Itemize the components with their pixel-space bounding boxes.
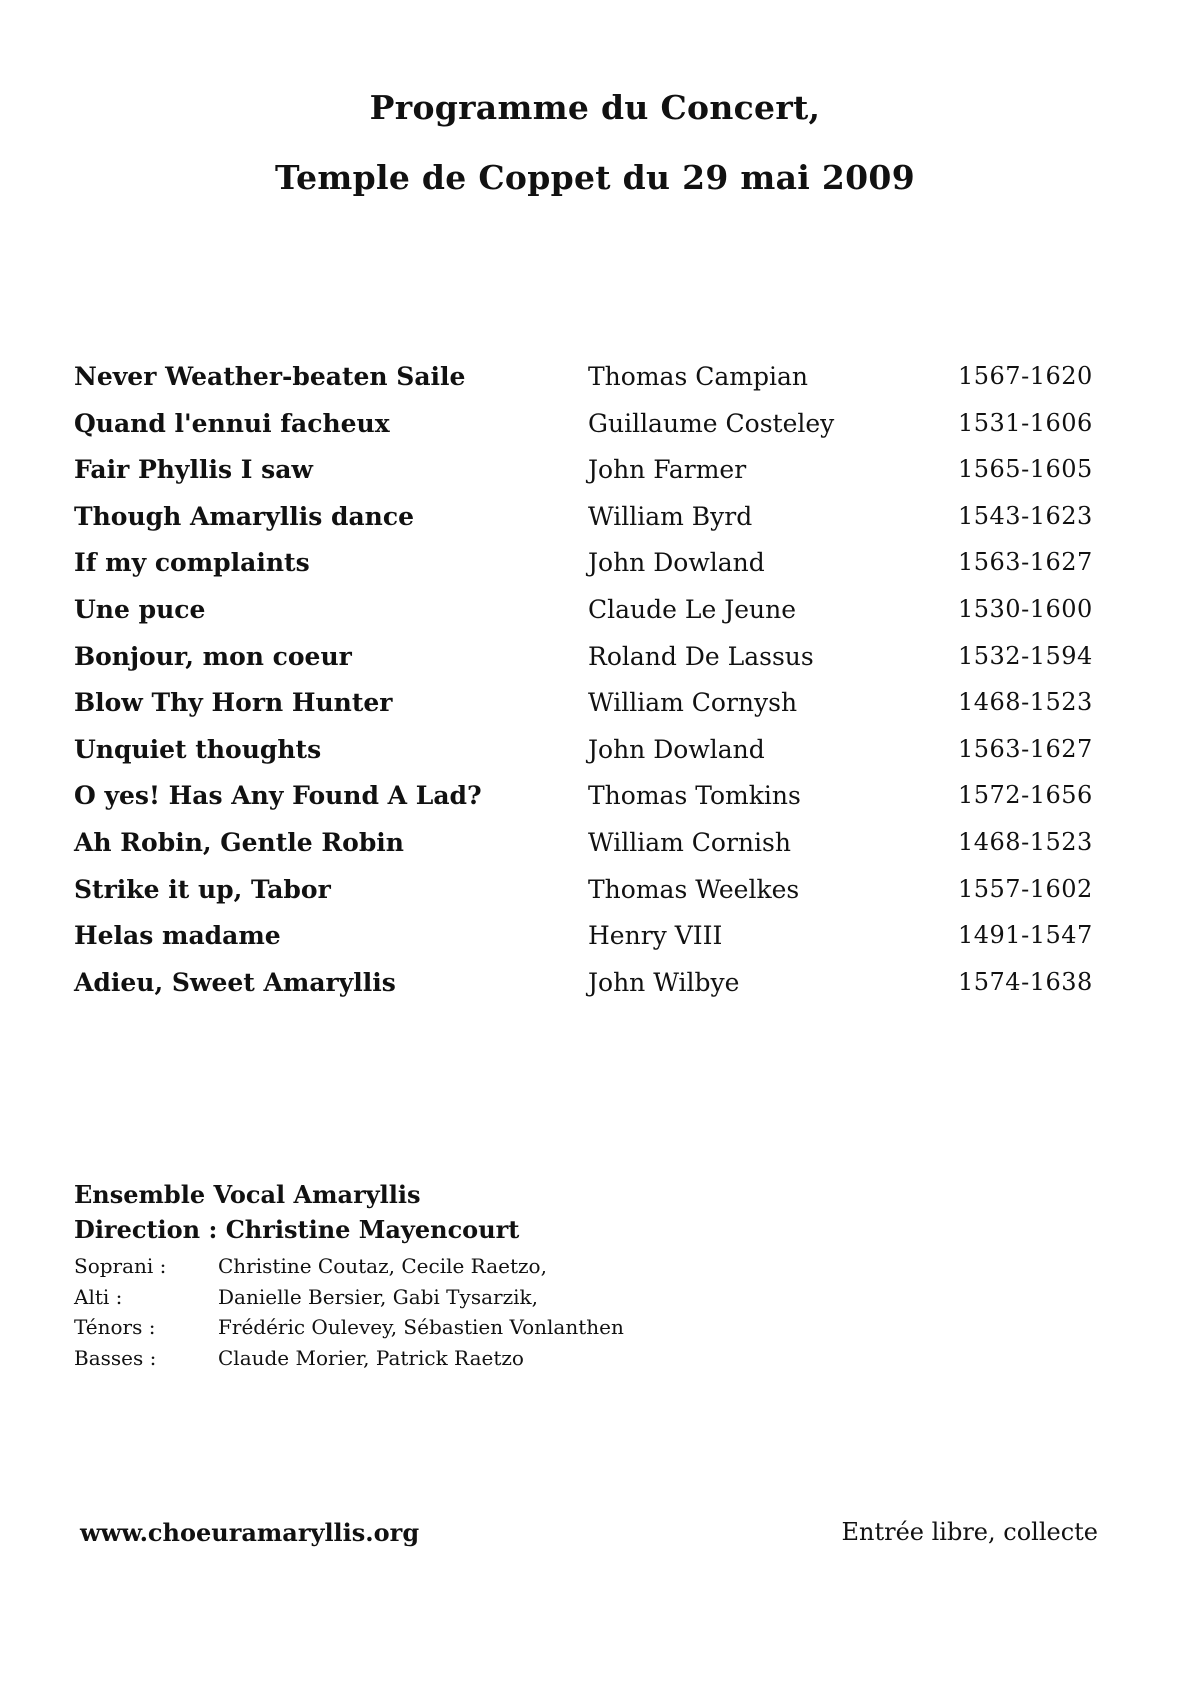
piece-composer: William Byrd [588,501,753,531]
piece-title: Strike it up, Tabor [74,874,331,904]
program-list [74,362,1114,1014]
piece-title: Blow Thy Horn Hunter [74,688,393,718]
composer-years: 1468-1523 [958,688,1093,717]
composer-years: 1531-1606 [958,408,1093,437]
piece-title: Unquiet thoughts [74,734,322,764]
piece-title: Helas madame [74,921,281,951]
program-row [74,688,1114,735]
piece-composer: Claude Le Jeune [588,594,797,624]
composer-years: 1468-1523 [958,827,1093,856]
composer-years: 1543-1623 [958,501,1093,530]
composer-years: 1574-1638 [958,967,1093,996]
program-row [74,921,1114,968]
piece-title: Never Weather-beaten Saile [74,362,466,391]
program-row [74,455,1114,502]
piece-composer: Guillaume Costeley [588,408,835,438]
piece-composer: Thomas Tomkins [588,781,801,811]
program-row [74,409,1114,456]
piece-title: O yes! Has Any Found A Lad? [74,781,482,811]
program-row [74,875,1114,922]
voice-part: Alti : [74,1284,123,1309]
program-row [74,362,1114,409]
program-row [74,502,1114,549]
piece-title: Adieu, Sweet Amaryllis [74,967,396,997]
program-row [74,595,1114,642]
piece-composer: John Wilbye [588,967,740,997]
voice-singers: Claude Morier, Patrick Raetzo [218,1345,524,1370]
piece-composer: Roland De Lassus [588,641,814,671]
composer-years: 1532-1594 [958,641,1093,670]
piece-composer: Thomas Campian [588,362,808,391]
ensemble-name: Ensemble Vocal Amaryllis [74,1180,421,1209]
entry-note: Entrée libre, collecte [841,1518,1098,1546]
ensemble-info [74,1180,974,1376]
program-row [74,548,1114,595]
composer-years: 1563-1627 [958,548,1093,577]
program-row [74,642,1114,689]
piece-composer: John Farmer [588,455,747,485]
composer-years: 1557-1602 [958,874,1093,903]
composer-years: 1563-1627 [958,734,1093,763]
ensemble-director: Direction : Christine Mayencourt [74,1215,520,1244]
voices-list [74,1254,974,1376]
voice-row [74,1254,974,1285]
program-row [74,735,1114,782]
voice-singers: Frédéric Oulevey, Sébastien Vonlanthen [218,1315,624,1339]
program-row [74,781,1114,828]
composer-years: 1491-1547 [958,921,1093,950]
voice-singers: Danielle Bersier, Gabi Tysarzik, [218,1284,538,1309]
program-row [74,968,1114,1015]
piece-title: Fair Phyllis I saw [74,455,313,485]
piece-title: Ah Robin, Gentle Robin [74,827,404,857]
page-title: Programme du Concert, [369,88,821,127]
website-link[interactable]: www.choeuramaryllis.org [80,1518,420,1547]
voice-singers: Christine Coutaz, Cecile Raetzo, [218,1254,547,1278]
page-subtitle: Temple de Coppet du 29 mai 2009 [275,158,915,197]
voice-part: Ténors : [74,1315,156,1339]
voice-row [74,1346,974,1377]
composer-years: 1530-1600 [958,594,1093,623]
voice-row [74,1315,974,1346]
piece-composer: Henry VIII [588,921,723,951]
composer-years: 1565-1605 [958,455,1093,484]
voice-row [74,1285,974,1316]
piece-title: Though Amaryllis dance [74,501,414,531]
piece-title: Bonjour, mon coeur [74,641,352,671]
piece-composer: William Cornish [588,827,791,857]
piece-composer: William Cornysh [588,688,798,718]
composer-years: 1567-1620 [958,362,1093,390]
program-row [74,828,1114,875]
voice-part: Soprani : [74,1254,167,1278]
composer-years: 1572-1656 [958,781,1093,810]
piece-title: If my complaints [74,548,310,578]
piece-title: Quand l'ennui facheux [74,408,390,438]
piece-title: Une puce [74,594,206,624]
piece-composer: John Dowland [588,734,765,764]
piece-composer: John Dowland [588,548,765,578]
piece-composer: Thomas Weelkes [588,874,800,904]
voice-part: Basses : [74,1345,157,1370]
